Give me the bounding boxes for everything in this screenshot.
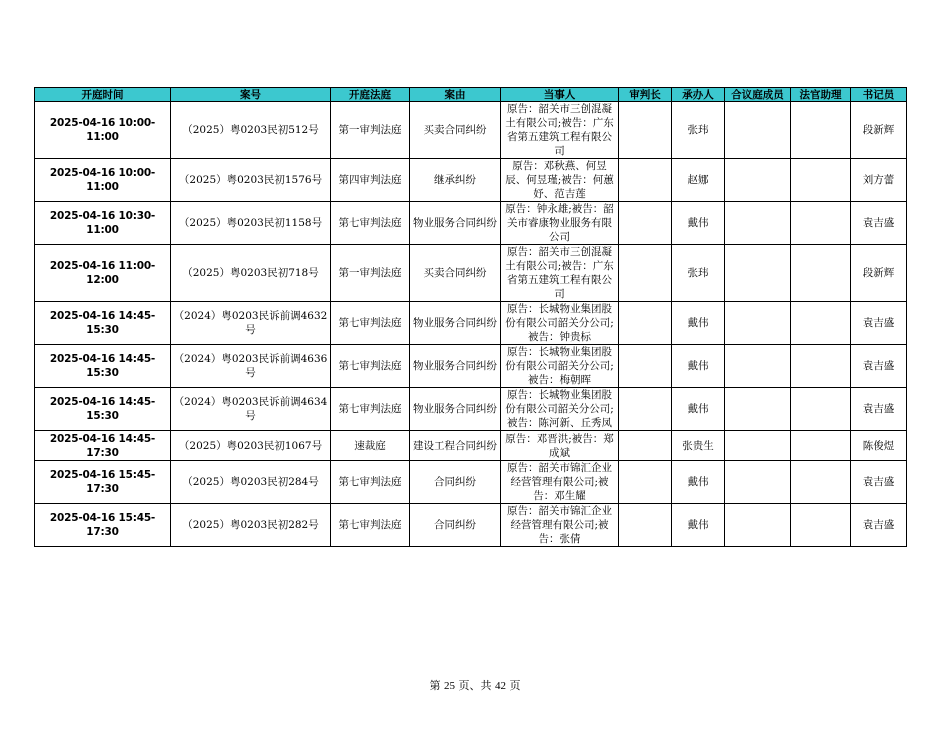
cell-presiding-judge (619, 245, 672, 302)
cell-courtroom: 第七审判法庭 (331, 302, 410, 345)
cell-clerk: 袁吉盛 (851, 388, 907, 431)
table-row (35, 504, 907, 547)
column-header-parties: 当事人 (501, 88, 619, 102)
header-row (35, 88, 907, 102)
cell-case-number: （2025）粤0203民初284号 (171, 461, 331, 504)
table-row (35, 202, 907, 245)
cell-presiding-judge (619, 345, 672, 388)
cell-time: 2025-04-16 10:00-11:00 (35, 159, 171, 202)
cell-case-number: （2024）粤0203民诉前调4636号 (171, 345, 331, 388)
table-row (35, 302, 907, 345)
cell-handler: 戴伟 (672, 504, 725, 547)
cell-panel-members (725, 102, 791, 159)
cell-judge-assistant (791, 345, 851, 388)
cell-parties: 原告：韶关市三创混凝土有限公司;被告：广东省第五建筑工程有限公司 (501, 245, 619, 302)
cell-case-number: （2025）粤0203民初1067号 (171, 431, 331, 461)
table-row (35, 159, 907, 202)
cell-handler: 张贵生 (672, 431, 725, 461)
column-header-handler: 承办人 (672, 88, 725, 102)
cell-cause: 继承纠纷 (410, 159, 501, 202)
column-header-cause: 案由 (410, 88, 501, 102)
column-header-presiding-judge: 审判长 (619, 88, 672, 102)
cell-courtroom: 第七审判法庭 (331, 504, 410, 547)
cell-case-number: （2025）粤0203民初282号 (171, 504, 331, 547)
cell-parties: 原告：长城物业集团股份有限公司韶关分公司;被告：陈河新、丘秀凤 (501, 388, 619, 431)
cell-time: 2025-04-16 11:00-12:00 (35, 245, 171, 302)
cell-parties: 原告：韶关市三创混凝土有限公司;被告：广东省第五建筑工程有限公司 (501, 102, 619, 159)
cell-case-number: （2024）粤0203民诉前调4632号 (171, 302, 331, 345)
cell-case-number: （2025）粤0203民初1576号 (171, 159, 331, 202)
cell-presiding-judge (619, 202, 672, 245)
cell-panel-members (725, 245, 791, 302)
cell-cause: 物业服务合同纠纷 (410, 202, 501, 245)
cell-courtroom: 第一审判法庭 (331, 245, 410, 302)
cell-presiding-judge (619, 302, 672, 345)
cell-parties: 原告：长城物业集团股份有限公司韶关分公司;被告：钟贵标 (501, 302, 619, 345)
cell-clerk: 刘方蕾 (851, 159, 907, 202)
cell-handler: 戴伟 (672, 202, 725, 245)
cell-cause: 合同纠纷 (410, 504, 501, 547)
cell-judge-assistant (791, 504, 851, 547)
cell-courtroom: 第四审判法庭 (331, 159, 410, 202)
cell-cause: 建设工程合同纠纷 (410, 431, 501, 461)
cell-cause: 物业服务合同纠纷 (410, 302, 501, 345)
footer-middle: 页、共 (458, 680, 492, 692)
cell-time: 2025-04-16 15:45-17:30 (35, 504, 171, 547)
cell-clerk: 袁吉盛 (851, 302, 907, 345)
column-header-case-number: 案号 (171, 88, 331, 102)
cell-time: 2025-04-16 14:45-15:30 (35, 345, 171, 388)
cell-courtroom: 第七审判法庭 (331, 202, 410, 245)
cell-case-number: （2025）粤0203民初512号 (171, 102, 331, 159)
footer-prefix: 第 (429, 680, 441, 692)
table-row (35, 431, 907, 461)
cell-parties: 原告：邓秋燕、何昱辰、何昱瑾;被告：何蕙妤、范吉莲 (501, 159, 619, 202)
table-row (35, 245, 907, 302)
cell-cause: 买卖合同纠纷 (410, 245, 501, 302)
cell-panel-members (725, 345, 791, 388)
footer-total-pages: 42 (495, 680, 506, 692)
table-row (35, 102, 907, 159)
cell-cause: 买卖合同纠纷 (410, 102, 501, 159)
cell-parties: 原告：邓晋洪;被告：郑成斌 (501, 431, 619, 461)
cell-clerk: 段新辉 (851, 245, 907, 302)
cell-presiding-judge (619, 102, 672, 159)
cell-case-number: （2025）粤0203民初718号 (171, 245, 331, 302)
cell-handler: 戴伟 (672, 302, 725, 345)
cell-handler: 戴伟 (672, 388, 725, 431)
cell-panel-members (725, 431, 791, 461)
cell-judge-assistant (791, 202, 851, 245)
cell-clerk: 段新辉 (851, 102, 907, 159)
cell-panel-members (725, 388, 791, 431)
table-row (35, 461, 907, 504)
cell-parties: 原告：钟永雄;被告：韶关市睿康物业服务有限公司 (501, 202, 619, 245)
cell-handler: 张玮 (672, 245, 725, 302)
cell-judge-assistant (791, 245, 851, 302)
cell-clerk: 袁吉盛 (851, 202, 907, 245)
cell-handler: 戴伟 (672, 345, 725, 388)
table-row (35, 388, 907, 431)
cell-cause: 物业服务合同纠纷 (410, 388, 501, 431)
column-header-courtroom: 开庭法庭 (331, 88, 410, 102)
cell-presiding-judge (619, 431, 672, 461)
cell-clerk: 袁吉盛 (851, 504, 907, 547)
cell-judge-assistant (791, 431, 851, 461)
cell-courtroom: 第七审判法庭 (331, 461, 410, 504)
hearing-schedule-table (34, 87, 907, 547)
cell-judge-assistant (791, 461, 851, 504)
cell-clerk: 陈俊煜 (851, 431, 907, 461)
footer-suffix: 页 (509, 680, 521, 692)
cell-panel-members (725, 504, 791, 547)
column-header-panel-members: 合议庭成员 (725, 88, 791, 102)
cell-time: 2025-04-16 14:45-15:30 (35, 388, 171, 431)
cell-time: 2025-04-16 14:45-17:30 (35, 431, 171, 461)
cell-clerk: 袁吉盛 (851, 461, 907, 504)
cell-clerk: 袁吉盛 (851, 345, 907, 388)
cell-parties: 原告：韶关市锦汇企业经营管理有限公司;被告：张倩 (501, 504, 619, 547)
page-footer (0, 677, 950, 693)
cell-panel-members (725, 202, 791, 245)
cell-time: 2025-04-16 15:45-17:30 (35, 461, 171, 504)
cell-courtroom: 速裁庭 (331, 431, 410, 461)
column-header-judge-assistant: 法官助理 (791, 88, 851, 102)
cell-presiding-judge (619, 159, 672, 202)
cell-time: 2025-04-16 10:00-11:00 (35, 102, 171, 159)
cell-judge-assistant (791, 302, 851, 345)
cell-parties: 原告：韶关市锦汇企业经营管理有限公司;被告：邓生耀 (501, 461, 619, 504)
cell-courtroom: 第七审判法庭 (331, 388, 410, 431)
column-header-clerk: 书记员 (851, 88, 907, 102)
cell-judge-assistant (791, 159, 851, 202)
cell-parties: 原告：长城物业集团股份有限公司韶关分公司;被告：梅朝晖 (501, 345, 619, 388)
cell-panel-members (725, 461, 791, 504)
cell-handler: 赵娜 (672, 159, 725, 202)
cell-time: 2025-04-16 14:45-15:30 (35, 302, 171, 345)
cell-handler: 戴伟 (672, 461, 725, 504)
table-row (35, 345, 907, 388)
cell-courtroom: 第七审判法庭 (331, 345, 410, 388)
cell-courtroom: 第一审判法庭 (331, 102, 410, 159)
cell-panel-members (725, 302, 791, 345)
cell-handler: 张玮 (672, 102, 725, 159)
cell-time: 2025-04-16 10:30-11:00 (35, 202, 171, 245)
cell-judge-assistant (791, 102, 851, 159)
cell-presiding-judge (619, 388, 672, 431)
cell-cause: 物业服务合同纠纷 (410, 345, 501, 388)
cell-cause: 合同纠纷 (410, 461, 501, 504)
footer-page-number: 25 (444, 680, 455, 692)
cell-case-number: （2025）粤0203民初1158号 (171, 202, 331, 245)
cell-presiding-judge (619, 504, 672, 547)
cell-judge-assistant (791, 388, 851, 431)
column-header-time: 开庭时间 (35, 88, 171, 102)
cell-case-number: （2024）粤0203民诉前调4634号 (171, 388, 331, 431)
cell-presiding-judge (619, 461, 672, 504)
cell-panel-members (725, 159, 791, 202)
